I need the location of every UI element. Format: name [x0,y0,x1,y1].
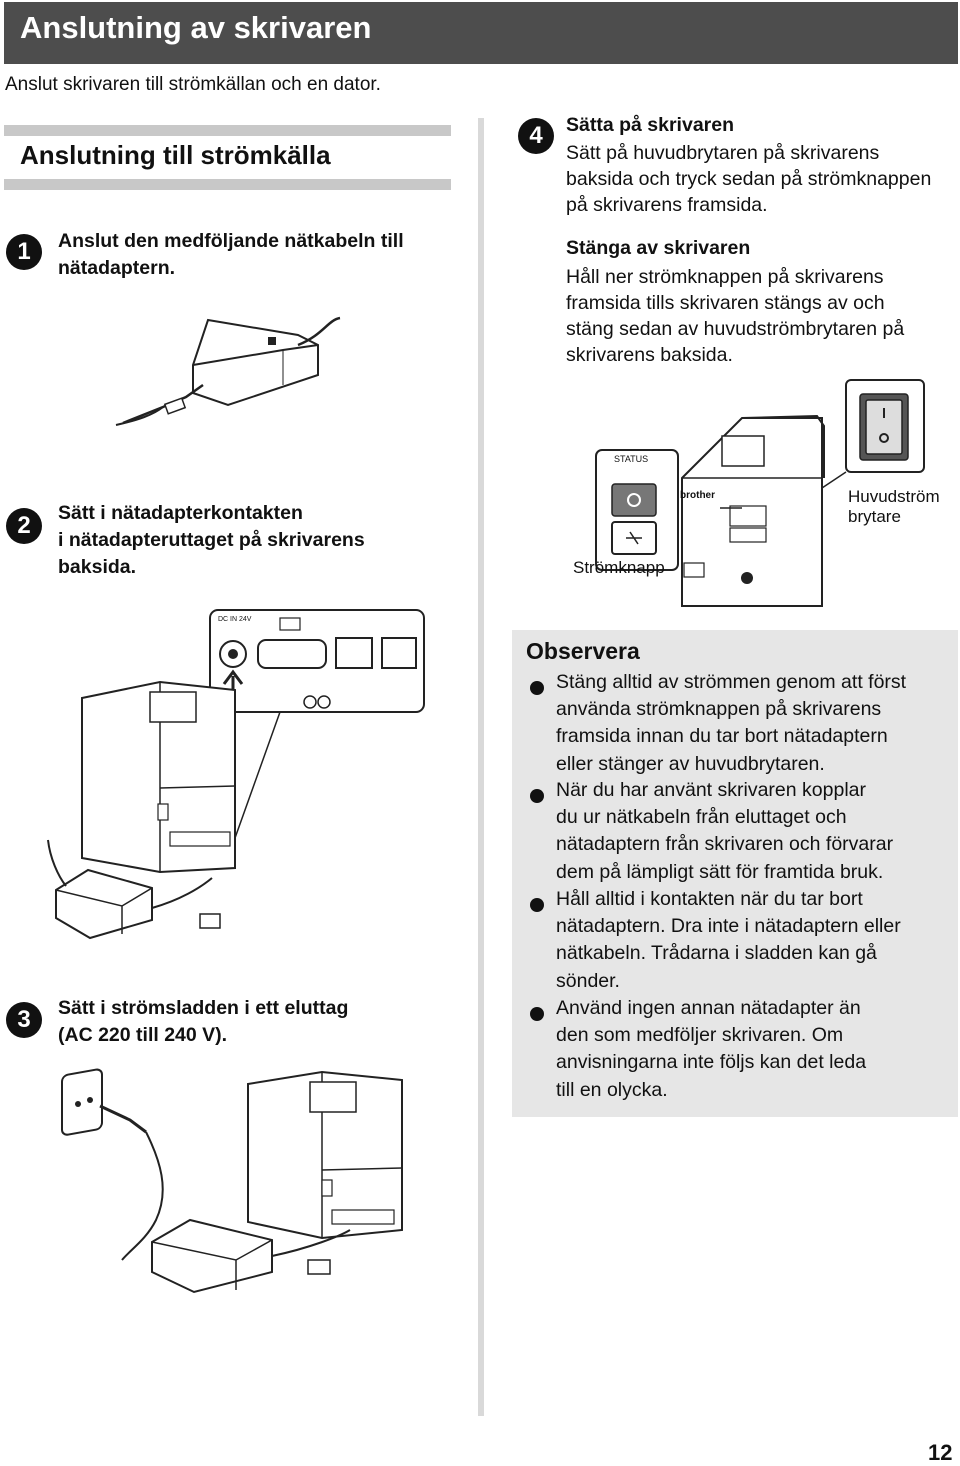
step-3-line: (AC 220 till 240 V). [58,1024,228,1046]
power-button-label: Strömknapp [573,558,665,577]
note-line: Stäng alltid av strömmen genom att först [556,671,907,693]
note-title: Observera [526,638,640,664]
power-off-line: Håll ner strömknappen på skrivarens [566,266,884,288]
note-line: använda strömknappen på skrivarens [556,698,882,721]
section-title: Anslutning till strömkälla [20,140,331,170]
step-2-line: Sätt i nätadapterkontakten [58,502,303,524]
step-1-number: 1 [6,234,42,270]
brand-logo: brother [680,490,715,501]
step-2-line: i nätadapteruttaget på skrivarens [58,529,365,551]
power-off-line: stäng sedan av huvudströmbrytaren på [566,318,905,340]
section-bar-top [4,125,451,136]
power-on-line: Sätt på huvudbrytaren på skrivarens [566,142,880,164]
note-line: nätadaptern. Dra inte i nätadaptern eller [556,915,901,938]
power-off-text [566,264,904,368]
step-3-number: 3 [6,1002,42,1038]
note-line: nätkabeln. Trådarna i sladden kan gå [556,942,877,965]
wall-outlet-illustration [60,1060,420,1300]
note-line: framsida innan du tar bort nätadaptern [556,725,888,748]
step-3-line: Sätt i strömsladden i ett eluttag [58,997,349,1019]
note-bullet-icon [530,898,544,912]
power-on-text [566,140,931,218]
note-line: sönder. [556,969,620,992]
ac-adapter-illustration [108,315,348,435]
note-line: nätadaptern från skrivaren och förvarar [556,833,894,856]
note-bullet-icon [530,681,544,695]
power-off-line: skrivarens baksida. [566,344,733,366]
step-3-text [58,995,348,1049]
note-line: den som medföljer skrivaren. Om [556,1024,844,1047]
section-bar-bottom [4,179,451,190]
step-4-number: 4 [518,118,554,154]
column-divider [478,118,484,1416]
power-on-line: på skrivarens framsida. [566,194,768,216]
power-on-title: Sätta på skrivaren [566,114,735,136]
note-line: Använd ingen annan nätadapter än [556,997,861,1019]
note-line: dem på lämpligt sätt för framtida bruk. [556,860,884,883]
printer-rear-illustration [30,608,430,948]
step-2-number: 2 [6,508,42,544]
note-line: du ur nätkabeln från eluttaget och [556,806,847,829]
note-bullet-icon [530,789,544,803]
note-line: eller stänger av huvudbrytaren. [556,752,825,775]
note-bullet-icon [530,1007,544,1021]
page-title: Anslutning av skrivaren [20,10,372,45]
note-line: anvisningarna inte följs kan det leda [556,1051,867,1074]
step-1-text [58,228,404,282]
main-switch-label [848,487,940,527]
power-off-line: framsida tills skrivaren stängs av och [566,292,885,314]
note-line: Håll alltid i kontakten när du tar bort [556,888,863,910]
page-number: 12 [928,1440,953,1465]
status-label: STATUS [614,454,649,464]
power-off-title: Stänga av skrivaren [566,237,751,259]
step-1-line: Anslut den medföljande nätkabeln till [58,230,404,252]
note-line: När du har använt skrivaren kopplar [556,779,866,801]
step-2-line: baksida. [58,556,137,578]
power-on-line: baksida och tryck sedan på strömknappen [566,168,932,190]
main-switch-label-line: brytare [848,507,901,526]
intro-text: Anslut skrivaren till strömkällan och en dator. [5,74,381,95]
main-switch-label-line: Huvudström [848,487,940,506]
dc-in-label: DC IN 24V [218,616,252,623]
step-2-text [58,500,365,581]
note-line: till en olycka. [556,1078,668,1101]
step-1-line: nätadaptern. [58,257,176,279]
